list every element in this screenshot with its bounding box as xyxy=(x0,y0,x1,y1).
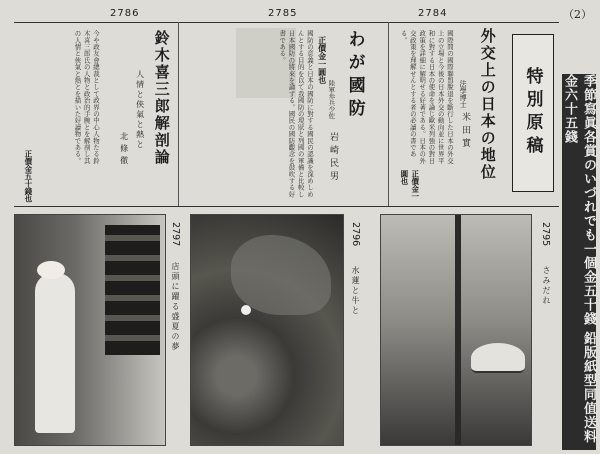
article-2785-author-title: 陸軍歩兵少佐 xyxy=(327,80,336,119)
article-2786-subtitle: 人情と俠氣と熱と xyxy=(135,70,145,150)
page-number: （2） xyxy=(563,8,592,21)
article-2786-price: 正價金五十錢也 xyxy=(23,150,33,203)
woman-figure xyxy=(35,273,75,433)
article-2785-title: わが國防 xyxy=(344,30,365,122)
caption-number-2796: 2796 xyxy=(350,222,361,247)
article-2784-price: 正價金一圓也 xyxy=(399,170,420,200)
photo-2797-shop-window xyxy=(14,214,166,446)
shop-display xyxy=(105,225,160,355)
article-2785-body: 國防の意義と日本の國防に對する國民の認識を深めしめんとする目的を以て我國防の現狀と列國の軍備と比較し日本國防の將來を論ずる。國民の國防觀念を鼓吹する好書である。 xyxy=(278,30,314,198)
caption-number-2795: 2795 xyxy=(540,222,551,247)
item-number-2784: 2784 xyxy=(418,8,448,19)
caption-2797: 店頭に躍る盛夏の夢 xyxy=(171,262,180,352)
item-number-2785: 2785 xyxy=(268,8,298,19)
column-divider-1 xyxy=(178,22,179,206)
article-2786-body: 今や政友會總裁として政界の中心人物たる鈴木喜三郎氏の人物と政治的手腕とを解剖し其の人情と俠氣と熱とを描いた好讀物である。 xyxy=(73,30,100,164)
article-2785-author: 岩崎民男 xyxy=(328,132,339,184)
article-2784-author: 米田實 xyxy=(460,112,471,151)
column-divider-2 xyxy=(388,22,389,206)
article-2785-price: 正價金一圓也 xyxy=(317,36,328,84)
photo-2796-water-lilies xyxy=(190,214,344,446)
price-banner: 季節寫眞各賞のいづれでも一個金五十錢 鉛版紙型同值送料金六十五錢 xyxy=(562,74,596,450)
top-rule xyxy=(14,22,559,23)
caption-number-2797: 2797 xyxy=(170,222,181,247)
caption-2796: 水蓮と牛と xyxy=(351,266,360,316)
photo-2795-rain xyxy=(380,214,532,446)
caption-2795: さみだれ xyxy=(542,266,551,306)
article-2784-title: 外交上の日本の地位 xyxy=(478,28,497,181)
item-number-2786: 2786 xyxy=(110,8,140,19)
umbrella-shape xyxy=(471,343,525,373)
feature-box-label: 特別原稿 xyxy=(522,67,543,159)
foliage-shape xyxy=(231,235,331,315)
article-2784-author-title: 法學博士 xyxy=(459,80,468,108)
article-2786-title: 鈴木喜三郎解剖論 xyxy=(152,30,171,166)
article-2784-body: 國際間の國際聯盟脫退を斷行した日本の外交上の立場と今後の日本外交の動向並に世界平和に對する日本の使命を論じ歐米列強の對日政策を詳細に解明せる好著である。日本の外交政策を理解せんとする者の必讀の書である。 xyxy=(399,30,454,164)
feature-box xyxy=(512,34,554,192)
tree-trunk xyxy=(455,215,461,445)
lily-flower xyxy=(241,305,251,315)
middle-rule xyxy=(14,206,559,207)
article-2786-author: 北條徹 xyxy=(119,132,129,168)
hat-shape xyxy=(37,261,65,279)
